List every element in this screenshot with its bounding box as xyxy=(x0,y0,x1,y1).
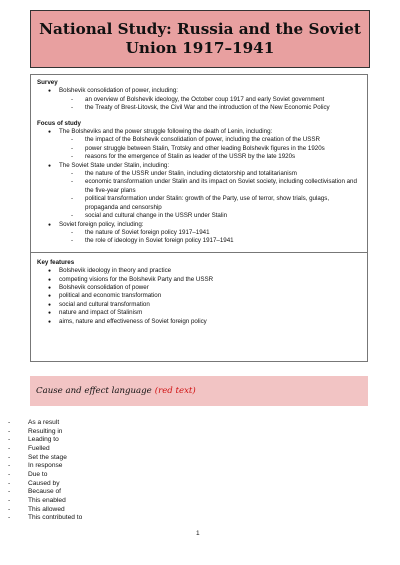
cause-effect-heading: Cause and effect language xyxy=(36,386,152,396)
phrase-list xyxy=(6,419,82,523)
focus-subitem: - political transformation under Stalin: growth of the Party, use of terror, show trials, gulags, propaganda and censorship xyxy=(37,195,361,212)
focus-subitem: - the nature of the USSR under Stalin, including dictatorship and totalitarianism xyxy=(37,170,361,178)
phrase-item: - This allowed xyxy=(6,506,82,515)
key-feature-item: ● social and cultural transformation xyxy=(37,301,361,309)
phrase-item: - Set the stage xyxy=(6,454,82,463)
focus-item: ● The Bolsheviks and the power struggle following the death of Lenin, including: xyxy=(37,128,361,136)
divider xyxy=(31,252,367,253)
focus-subitem: - social and cultural change in the USSR under Stalin xyxy=(37,212,361,220)
survey-item: ● Bolshevik consolidation of power, including: xyxy=(37,87,361,95)
syllabus-box xyxy=(30,74,368,362)
key-feature-item: ● Bolshevik ideology in theory and practice xyxy=(37,267,361,275)
phrase-item: - This enabled xyxy=(6,497,82,506)
survey-subitem: - the Treaty of Brest-Litovsk, the Civil War and the introduction of the New Economic Policy xyxy=(37,104,361,112)
focus-item: ● Soviet foreign policy, including: xyxy=(37,221,361,229)
phrase-item: - Caused by xyxy=(6,480,82,489)
phrase-item: - Due to xyxy=(6,471,82,480)
survey-heading: Survey xyxy=(37,79,58,86)
focus-subitem: - power struggle between Stalin, Trotsky and other leading Bolshevik figures in the 1920s xyxy=(37,145,361,153)
focus-subitem: - reasons for the emergence of Stalin as leader of the USSR by the late 1920s xyxy=(37,153,361,161)
key-feature-item: ● aims, nature and effectiveness of Soviet foreign policy xyxy=(37,318,361,326)
phrase-item: - In response xyxy=(6,462,82,471)
page-number: 1 xyxy=(196,530,200,537)
title-banner xyxy=(30,10,370,68)
focus-subitem: - the nature of Soviet foreign policy 1917–1941 xyxy=(37,229,361,237)
survey-subitem: - an overview of Bolshevik ideology, the October coup 1917 and early Soviet government xyxy=(37,96,361,104)
phrase-item: - Fuelled xyxy=(6,445,82,454)
focus-subitem: - the impact of the Bolshevik consolidation of power, including the creation of the USSR xyxy=(37,136,361,144)
phrase-item: - Because of xyxy=(6,488,82,497)
page-title: National Study: Russia and the Soviet Union 1917–1941 xyxy=(39,20,361,57)
phrase-item: - Leading to xyxy=(6,436,82,445)
key-feature-item: ● competing visions for the Bolshevik Party and the USSR xyxy=(37,276,361,284)
focus-heading: Focus of study xyxy=(37,119,82,127)
focus-subitem: - economic transformation under Stalin and its impact on Soviet society, including collectivisation and the five-year plans xyxy=(37,178,361,195)
cause-effect-banner xyxy=(30,376,368,406)
focus-subitem: - the role of ideology in Soviet foreign policy 1917–1941 xyxy=(37,237,361,245)
key-feature-item: ● nature and impact of Stalinism xyxy=(37,309,361,317)
phrase-item: - This contributed to xyxy=(6,514,82,523)
phrase-item: - As a result xyxy=(6,419,82,428)
focus-item: ● The Soviet State under Stalin, including: xyxy=(37,162,361,170)
cause-effect-note: (red text) xyxy=(154,386,196,396)
key-feature-item: ● political and economic transformation xyxy=(37,292,361,300)
key-features-heading: Key features xyxy=(37,258,75,266)
phrase-item: - Resulting in xyxy=(6,428,82,437)
key-feature-item: ● Bolshevik consolidation of power xyxy=(37,284,361,292)
